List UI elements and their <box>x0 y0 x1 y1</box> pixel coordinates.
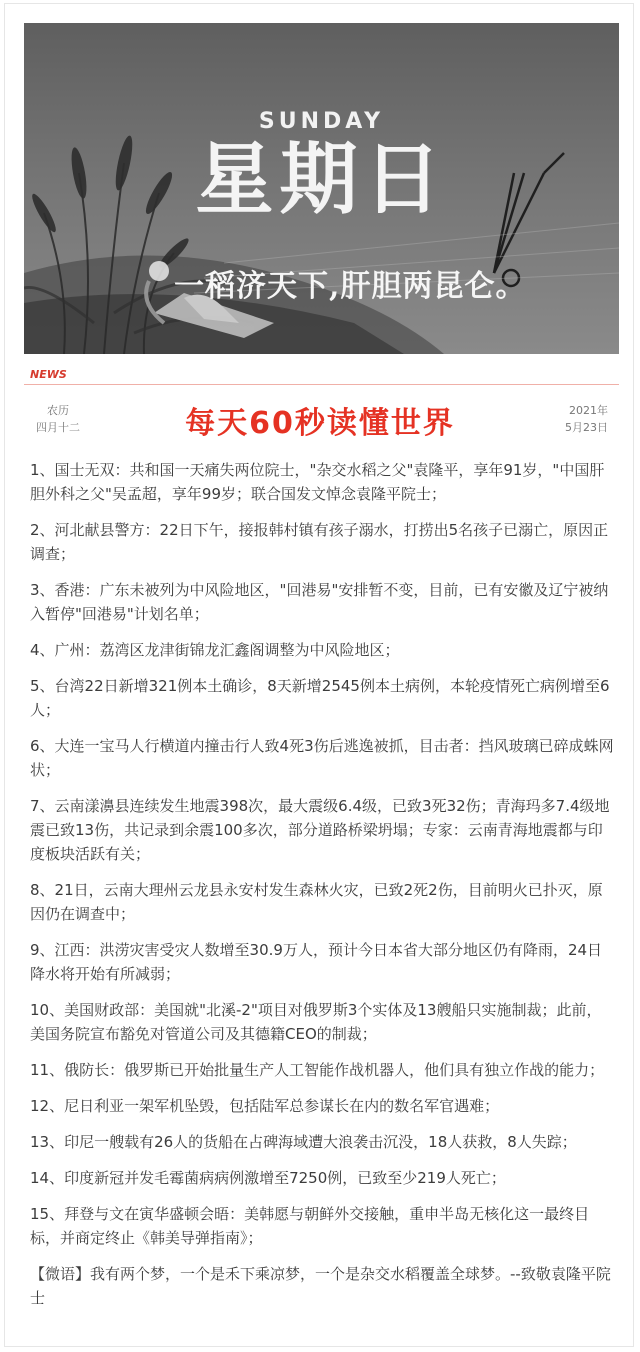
news-item: 2、河北献县警方：22日下午，接报韩村镇有孩子溺水，打捞出5名孩子已溺亡，原因正调查； <box>30 521 609 563</box>
news-item: 7、云南漾濞县连续发生地震398次，最大震级6.4级，已致3死32伤；青海玛多7.4级地震已致13伤，共记录到余震100多次，部分道路桥梁坍塌；专家：云南青海地震都与印度板块活跃有关； <box>30 797 610 863</box>
news-divider <box>24 384 619 385</box>
news-item: 3、香港：广东未被列为中风险地区，"回港易"安排暂不变，目前，已有安徽及辽宁被纳入暂停"回港易"计划名单； <box>30 581 609 623</box>
date-year: 2021年 <box>569 404 608 417</box>
news-item: 5、台湾22日新增321例本土确诊，8天新增2545例本土病例，本轮疫情死亡病例增至6人； <box>30 677 610 719</box>
news-item: 4、广州：荔湾区龙津街锦龙汇鑫阁调整为中风险地区； <box>30 641 400 659</box>
news-item: 14、印度新冠并发毛霉菌病病例激增至7250例，已致至少219人死亡； <box>30 1169 506 1187</box>
daily-title: 每天60秒读懂世界 <box>185 406 455 441</box>
news-item: 10、美国财政部：美国就"北溪-2"项目对俄罗斯3个实体及13艘船只实施制裁；此前，美国务院宣布豁免对管道公司及其德籍CEO的制裁； <box>30 1001 602 1043</box>
news-item: 13、印尼一艘载有26人的货船在占碑海域遭大浪袭击沉没，18人获救，8人失踪； <box>30 1133 577 1151</box>
news-item: 1、国士无双：共和国一天痛失两位院士，"杂交水稻之父"袁隆平，享年91岁，"中国肝胆外科之父"吴孟超，享年99岁；联合国发文悼念袁隆平院士； <box>30 461 605 503</box>
daily-quote: 【微语】我有两个梦，一个是禾下乘凉梦，一个是杂交水稻覆盖全球梦。--致敬袁隆平院士 <box>30 1265 611 1307</box>
news-item: 15、拜登与文在寅华盛顿会晤：美韩愿与朝鲜外交接触，重申半岛无核化这一最终目标，并商定终止《韩美导弹指南》； <box>30 1205 590 1247</box>
news-item: 11、俄防长：俄罗斯已开始批量生产人工智能作战机器人，他们具有独立作战的能力； <box>30 1061 605 1079</box>
lunar-date-block <box>36 402 80 436</box>
gregorian-date-block <box>565 402 608 436</box>
lunar-label: 农历 <box>47 404 69 417</box>
news-item: 6、大连一宝马人行横道内撞击行人致4死3伤后逃逸被抓，目击者：挡风玻璃已碎成蛛网状； <box>30 737 614 779</box>
news-item: 9、江西：洪涝灾害受灾人数增至30.9万人，预计今日本省大部分地区仍有降雨，24日降水将开始有所减弱； <box>30 941 603 983</box>
header-banner-image <box>24 23 619 354</box>
date-month-day: 5月23日 <box>565 421 608 434</box>
news-item: 8、21日，云南大理州云龙县永安村发生森林火灾，已致2死2伤，目前明火已扑灭，原因仍在调查中； <box>30 881 603 923</box>
news-item: 12、尼日利亚一架军机坠毁，包括陆军总参谋长在内的数名军官遇难； <box>30 1097 500 1115</box>
banner-slogan: 一稻济天下,肝胆两昆仑。 <box>174 269 527 304</box>
news-list <box>30 458 614 1322</box>
day-english-label: SUNDAY <box>258 109 385 134</box>
news-label: NEWS <box>30 368 67 381</box>
lunar-date: 四月十二 <box>36 421 80 434</box>
day-chinese-title: 星期日 <box>195 135 448 225</box>
